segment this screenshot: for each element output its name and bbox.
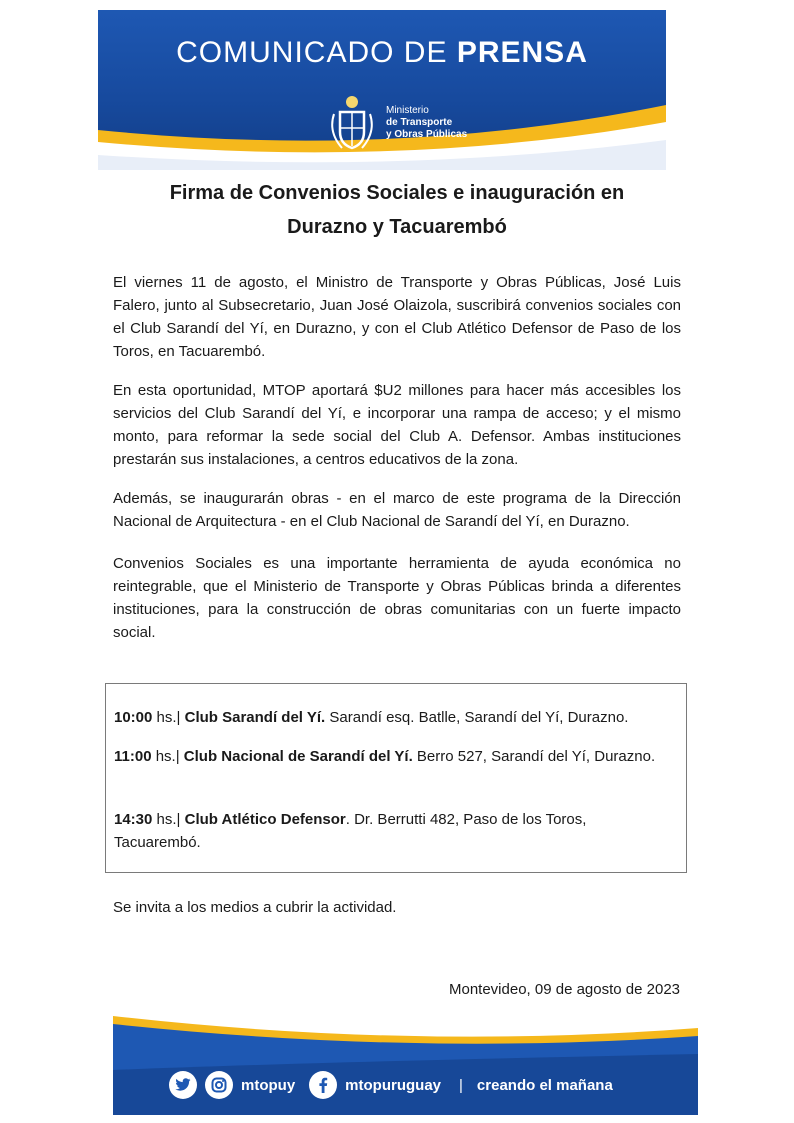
paragraph-4: Convenios Sociales es una importante herramienta de ayuda económica no reintegrable, que el Ministerio de Transporte y Obras Públicas brinda a diferentes instituciones, para la construcción de obras comunitarias con un fuerte impacto social. [113,555,681,641]
coat-of-arms-logo [320,92,384,156]
dateline: Montevideo, 09 de agosto de 2023 [448,981,680,998]
footer-separator: | [459,1076,463,1094]
ministry-line-1: Ministerio [386,105,429,116]
footer-banner [113,1010,698,1115]
schedule-place: Club Nacional de Sarandí del Yí. [183,748,413,765]
schedule-item [114,745,674,768]
schedule-address: Sarandí esq. Batlle, Sarandí del Yí, Durazno. [325,709,629,726]
instagram-icon[interactable] [205,1071,233,1099]
ministry-name [386,105,467,141]
title-line-2: Durazno y Tacuarembó [287,216,507,238]
schedule-unit: hs.| [152,709,185,726]
twitter-icon[interactable] [169,1071,197,1099]
schedule-address: . Dr. Berrutti 482, Paso de los Toros, Tacuarembó. [114,811,587,851]
paragraph-2: En esta oportunidad, MTOP aportará $U2 millones para hacer más accesibles los servicios del Club Sarandí del Yí, e incorporar una rampa de acceso; y el mismo monto, para reformar la sede social del Club A. Defensor. Ambas instituciones prestarán sus instalaciones, a centros educativos de la zona. [113,382,681,468]
header-title [98,36,666,70]
schedule-unit: hs.| [151,748,184,765]
media-invitation: Se invita a los medios a cubrir la actividad. [113,899,397,916]
header-banner [98,10,666,170]
ministry-line-2: de Transporte [386,117,453,128]
schedule-unit: hs.| [152,811,185,828]
instagram-handle[interactable]: mtopuy [241,1076,296,1094]
schedule-address: Berro 527, Sarandí del Yí, Durazno. [412,748,656,765]
schedule-item [114,808,674,854]
document-title [98,176,696,244]
schedule-item [114,706,674,729]
schedule-time: 14:30 [114,811,153,828]
header-title-bold: PRENSA [456,36,588,69]
footer-social-bar [169,1070,613,1100]
title-line-1: Firma de Convenios Sociales e inauguración en [169,182,625,204]
facebook-icon[interactable] [309,1071,337,1099]
paragraph-1: El viernes 11 de agosto, el Ministro de Transporte y Obras Públicas, José Luis Falero, junto al Subsecretario, Juan José Olaizola, suscribirá convenios sociales con el Club Sarandí del Yí, en Durazno, y con el Club Atlético Defensor de Paso de los Toros, en Tacuarembó. [113,274,681,360]
schedule-time: 11:00 [114,748,152,765]
schedule-place: Club Atlético Defensor [184,811,346,828]
schedule-box [105,683,687,873]
paragraph-3: Además, se inaugurarán obras - en el marco de este programa de la Dirección Nacional de Arquitectura - en el Club Nacional de Sarandí del Yí, en Durazno. [113,490,681,530]
ministry-line-3: y Obras Públicas [386,129,468,140]
facebook-handle[interactable]: mtopuruguay [345,1076,442,1094]
header-title-light: COMUNICADO DE [176,36,448,69]
schedule-time: 10:00 [114,709,153,726]
schedule-place: Club Sarandí del Yí. [184,709,326,726]
footer-slogan: creando el mañana [476,1076,613,1094]
